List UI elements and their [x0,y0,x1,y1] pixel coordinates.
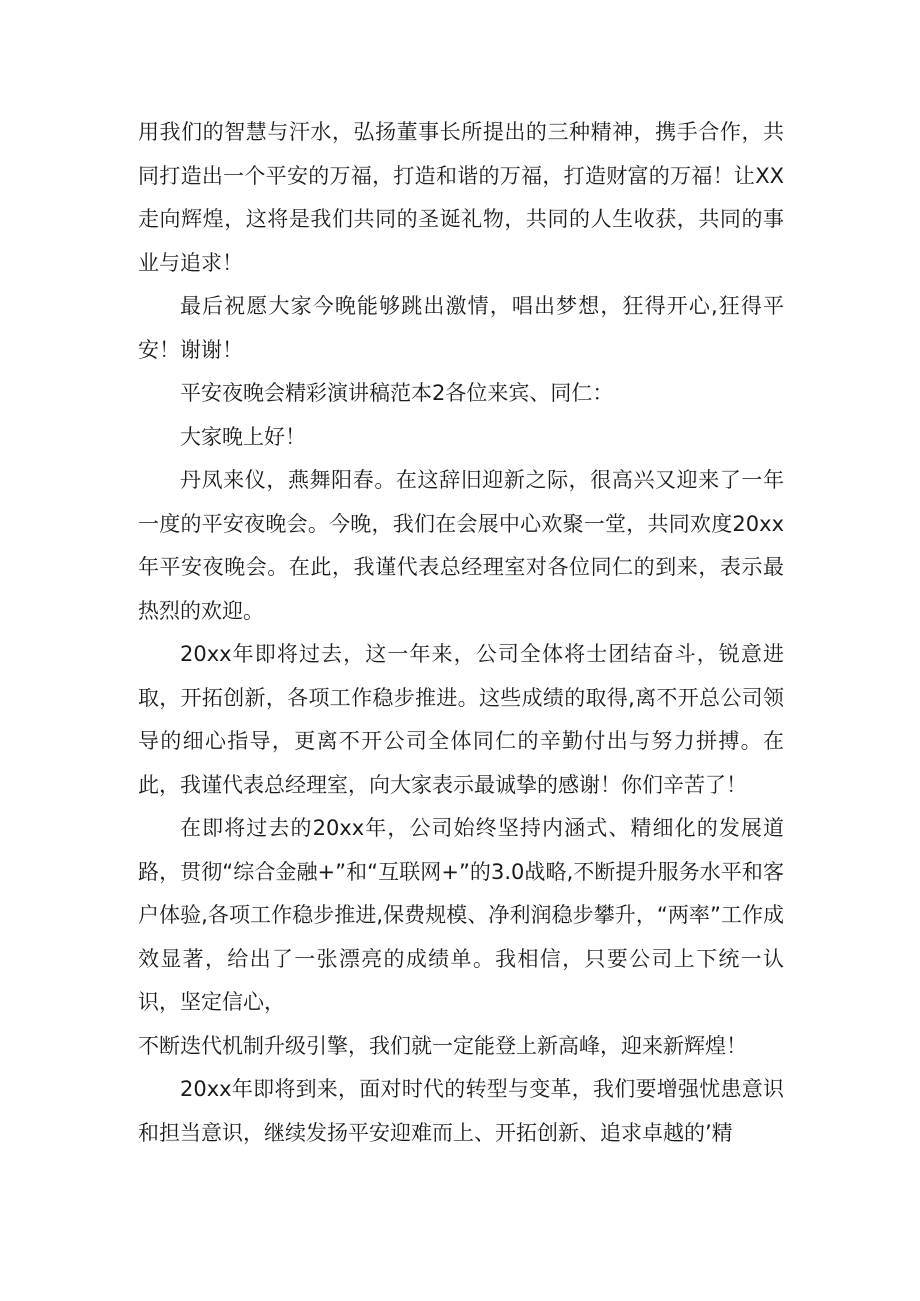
document-body [138,111,784,1155]
paragraph-new-heights: 不断迭代机制升级引擎，我们就一定能登上新高峰，迎来新辉煌！ [138,1033,747,1058]
paragraph-final-blessing: 最后祝愿大家今晚能够跳出激情，唱出梦想，狂得开心,狂得平安！谢谢！ [138,294,784,362]
paragraph-closing-wishes-continued: 用我们的智慧与汗水，弘扬董事长所提出的三种精神，携手合作，共同打造出一个平安的万福，打造和谐的万福，打造财富的万福！让XX走向辉煌，这将是我们共同的圣诞礼物，共同的人生收获，共同的事业与追求！ [138,120,784,275]
paragraph-year-review: 20xx年即将过去，这一年来，公司全体将士团结奋斗，锐意进取，开拓创新，各项工作稳步推进。这些成绩的取得,离不开总公司领导的细心指导，更离不开公司全体同仁的辛勤付出与努力拼搏。在此，我谨代表总经理室，向大家表示最诚挚的感谢！你们辛苦了！ [138,642,784,797]
paragraph-speech-title: 平安夜晚会精彩演讲稿范本2各位来宾、同仁： [180,381,614,405]
paragraph-strategy: 在即将过去的20xx年，公司始终坚持内涵式、精细化的发展道路，贯彻“综合金融+”和“互联网+”的3.0战略,不断提升服务水平和客户体验,各项工作稳步推进,保费规模、净利润稳步攀升，“两率”工作成效显著，给出了一张漂亮的成绩单。我相信，只要公司上下统一认识，坚定信心， [138,816,784,1014]
paragraph-greeting: 大家晚上好！ [180,424,306,449]
paragraph-coming-year: 20xx年即将到来，面对时代的转型与变革，我们要增强忧患意识和担当意识，继续发扬平安迎难而上、开拓创新、追求卓越的’精 [138,1077,784,1145]
paragraph-welcome: 丹凤来仪，燕舞阳春。在这辞旧迎新之际，很高兴又迎来了一年一度的平安夜晚会。今晚，我们在会展中心欢聚一堂，共同欢度20xx年平安夜晚会。在此，我谨代表总经理室对各位同仁的到来，表示最热烈的欢迎。 [138,468,784,623]
